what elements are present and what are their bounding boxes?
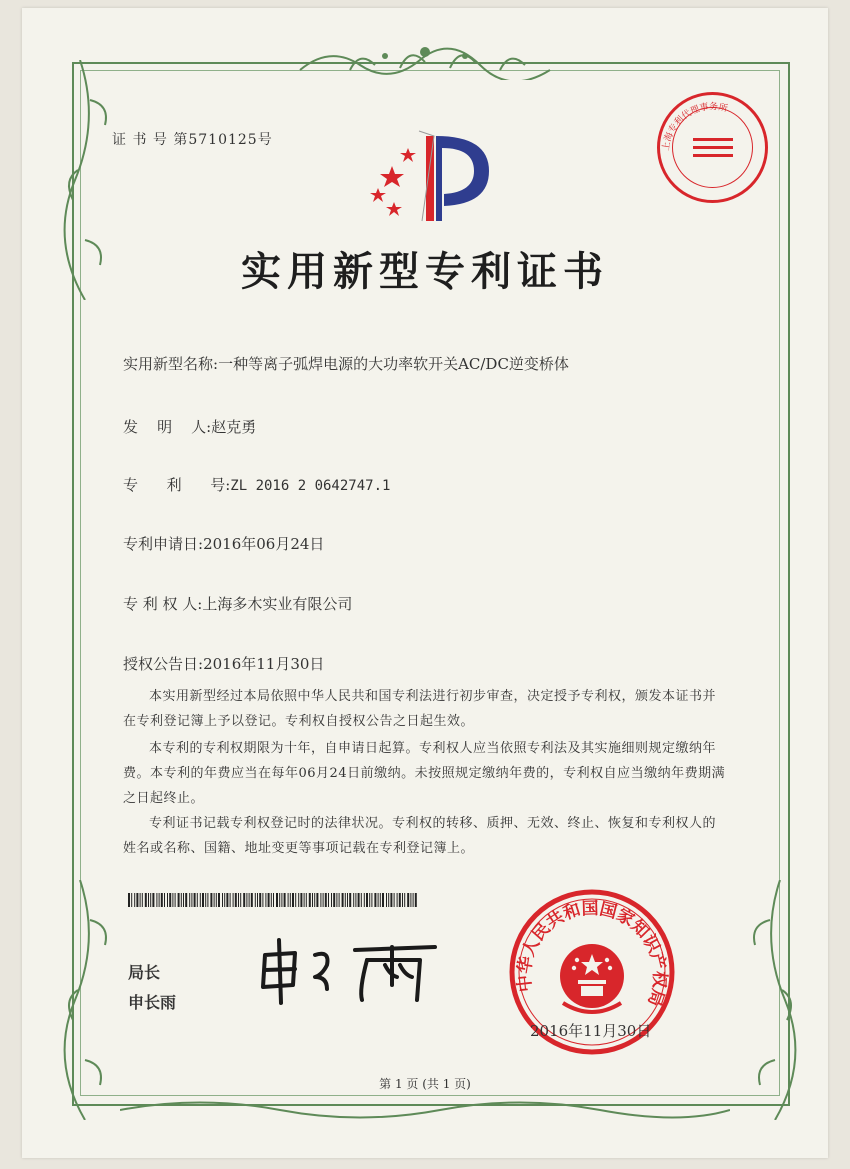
seal-date: 2016年11月30日 xyxy=(530,1022,652,1040)
barcode-icon xyxy=(128,893,418,907)
field-patentee xyxy=(123,593,352,614)
field-value: 2016年06月24日 xyxy=(203,535,325,553)
field-announcement-date xyxy=(123,653,324,674)
field-label: 专 利 权 人: xyxy=(123,595,203,613)
certificate-number: 证 书 号 第5710125号 xyxy=(112,132,273,148)
field-label: 发 明 人: xyxy=(123,418,212,436)
director-title: 局长 xyxy=(128,963,161,982)
paragraph-grant: 本实用新型经过本局依照中华人民共和国专利法进行初步审查，决定授予专利权，颁发本证书并在专利登记簿上予以登记。专利权自授权公告之日起生效。 xyxy=(123,689,717,729)
page-number: 第 1 页 (共 1 页) xyxy=(379,1077,471,1091)
paragraph-legal-status: 专利证书记载专利权登记时的法律状况。专利权的转移、质押、无效、终止、恢复和专利权人的姓名或名称、国籍、地址变更等事项记载在专利登记簿上。 xyxy=(123,816,717,856)
field-label: 专利申请日: xyxy=(123,535,204,553)
top-ornament-icon xyxy=(290,40,560,80)
field-label: 专 利 号: xyxy=(123,476,231,494)
field-value: 一种等离子弧焊电源的大功率软开关AC/DC逆变桥体 xyxy=(218,355,569,373)
svg-text:中华人民共和国国家知识产权局: 中华人民共和国国家知识产权局 xyxy=(514,898,670,1009)
field-label: 授权公告日: xyxy=(123,655,204,673)
patent-office-logo-icon xyxy=(364,126,494,226)
svg-text:上海专利代理事务所: 上海专利代理事务所 xyxy=(661,102,729,152)
field-patent-number xyxy=(123,474,390,495)
paragraph-term: 本专利的专利权期限为十年，自申请日起算。专利权人应当依照专利法及其实施细则规定缴纳年费。本专利的年费应当在每年06月24日前缴纳。未按照规定缴纳年费的，专利权自应当缴纳年费期满之日起终止。 xyxy=(123,741,726,806)
field-label: 实用新型名称: xyxy=(123,355,219,373)
field-filing-date xyxy=(123,533,324,554)
field-value: 赵克勇 xyxy=(211,418,257,436)
field-value: ZL 2016 2 0642747.1 xyxy=(230,478,391,494)
page-title: 实用新型专利证书 xyxy=(241,248,609,295)
director-signature xyxy=(255,935,440,1005)
field-utility-model-name xyxy=(123,353,569,374)
field-value: 上海多木实业有限公司 xyxy=(202,595,353,613)
agency-seal-icon xyxy=(655,90,770,205)
field-inventor xyxy=(123,416,256,437)
field-value: 2016年11月30日 xyxy=(203,655,325,673)
director-name: 申长雨 xyxy=(128,993,177,1012)
bottom-ornament-icon xyxy=(120,1095,730,1125)
